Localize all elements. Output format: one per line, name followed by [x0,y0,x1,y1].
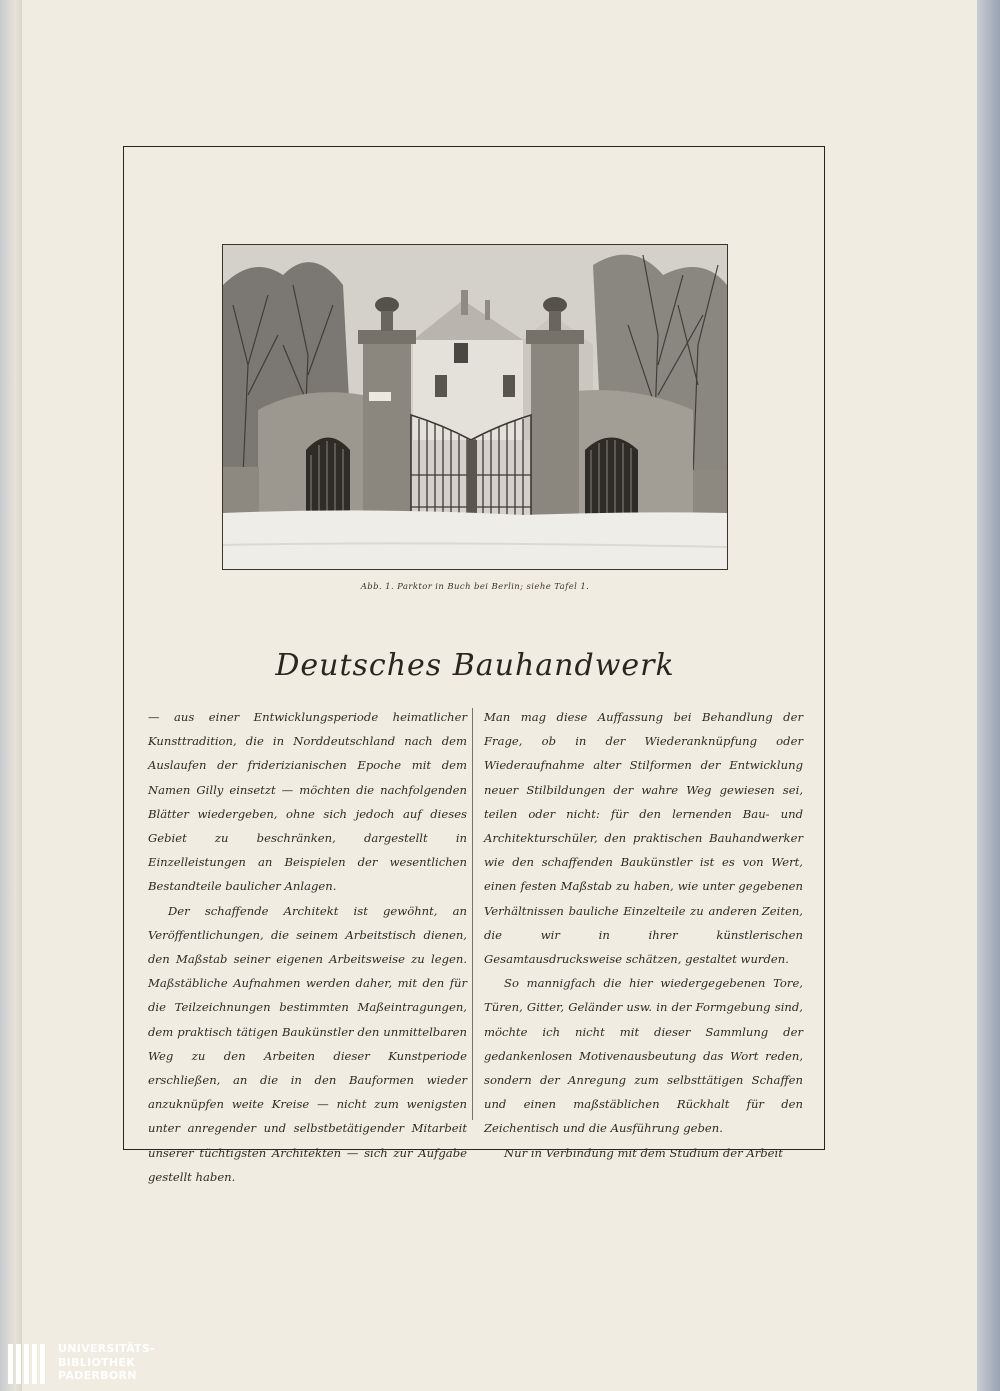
binding-edge [0,0,22,1391]
paragraph: Der schaffende Architekt ist gewöhnt, an Veröffentlichungen, die seinem Arbeitstisch dienen, den Maßstab seiner eigenen Arbeitsweise zu legen. Maßstäbliche Aufnahmen werden daher, mit den für die Teilzeichnungen bestimmten Maßeintragungen, dem praktisch tätigen Baukünstler den unmittelbaren Weg zu den Arbeiten dieser Kunstperiode erschließen, an die in den Bauformen wieder anzuknüpfen weite Kreise — nicht zum wenigsten unter anregender und selbstbetätigender Mitarbeit unserer tüchtigsten Architekten — sich zur Aufgabe gestellt haben. [148,903,467,1184]
logo-line: UNIVERSITÄTS- [58,1342,155,1355]
column-divider [472,708,473,1120]
library-logo-icon [8,1342,50,1386]
logo-line: PADERBORN [58,1369,137,1382]
text-column-left [148,705,467,1189]
text-column-right [484,705,803,1165]
page-title: Deutsches Bauhandwerk [275,648,675,683]
library-logo [8,1342,158,1386]
paragraph: — aus einer Entwicklungsperiode heimatlicher Kunsttradition, die in Norddeutschland nach dem Auslaufen der friderizianischen Epoche mit dem Namen Gilly einsetzt — möchten die nachfolgenden Blätter wiedergeben, ohne sich jedoch auf dieses Gebiet zu beschränken, dargestellt in Einzelleistungen an Beispielen der wesentlichen Bestandteile baulicher Anlagen. [148,710,467,894]
paragraph: So mannigfach die hier wiedergegebenen Tore, Türen, Gitter, Geländer usw. in der Formgebung sind, möchte ich nicht mit dieser Sammlung der gedankenlosen Motivenausbeutung das Wort reden, sondern der Anregung zum selbsttätigen Schaffen und einen maßstäblichen Rückhalt für den Zeichentisch und die Ausführung geben. [484,976,803,1136]
paragraph: Man mag diese Auffassung bei Behandlung der Frage, ob in der Wiederanknüpfung oder Wiederaufnahme alter Stilformen der Entwicklung neuer Stilbildungen der wahre Weg gewiesen sei, teilen oder nicht: für den lernenden Bau- und Architekturschüler, den praktischen Bauhandwerker wie den schaffenden Baukünstler ist es von Wert, einen festen Maßstab zu haben, wie unter gegebenen Verhältnissen bauliche Einzelteile zu anderen Zeiten, die wir in ihrer künstlerischen Gesamtausdrucksweise schätzen, gestaltet wurden. [484,710,803,967]
logo-line: BIBLIOTHEK [58,1355,136,1369]
paragraph: Nur in Verbindung mit dem Studium der Arbeit [504,1145,783,1160]
figure-caption: Abb. 1. Parktor in Buch bei Berlin; siehe Tafel 1. [360,582,590,592]
park-gate-photograph [222,244,728,570]
scan-background [977,0,1000,1391]
